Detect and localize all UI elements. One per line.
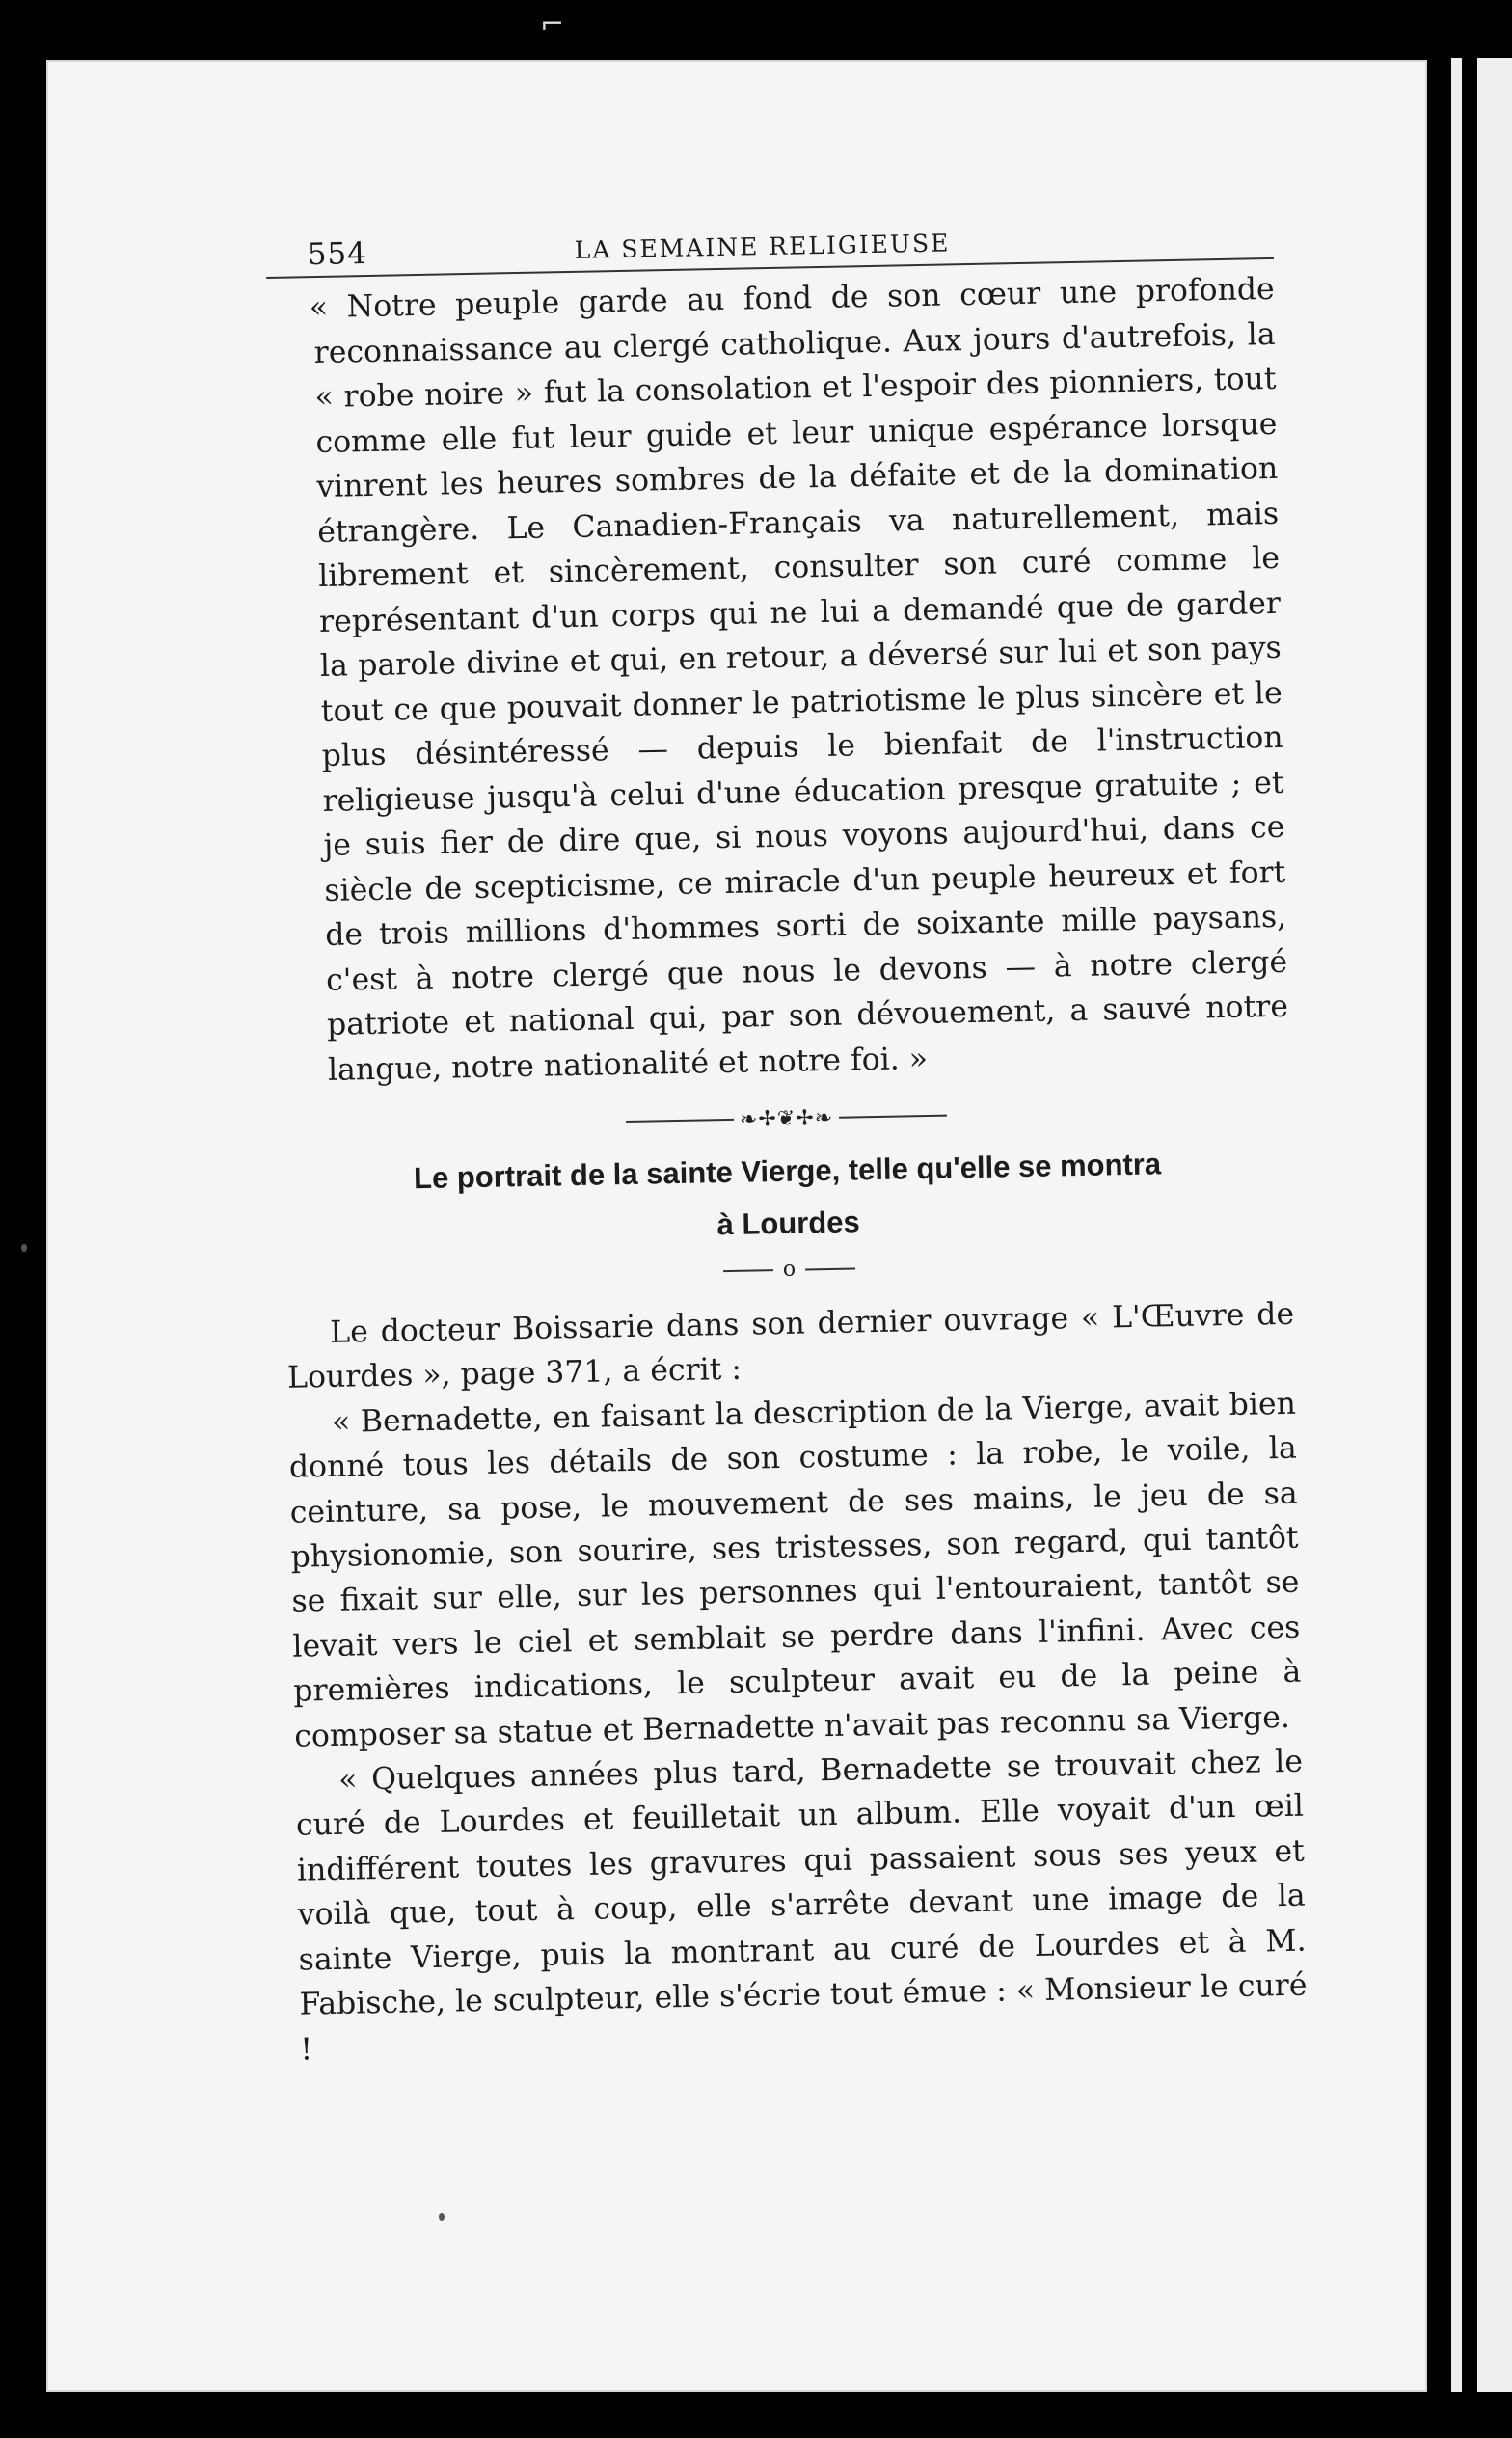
separator-rule-left — [723, 1269, 773, 1272]
page-number: 554 — [307, 235, 368, 273]
article-paragraph: Le docteur Boissarie dans son dernier ouvrage « L'Œuvre de Lourdes », page 371, a écrit : — [286, 1296, 1295, 1396]
scan-mark: ⌐ — [540, 8, 565, 41]
scan-speck — [439, 2213, 445, 2221]
article-title-line-1: Le portrait de la sainte Vierge, telle qu'elle se montra — [413, 1147, 1162, 1196]
article-paragraph: « Bernadette, en faisant la description de la Vierge, avait bien donné tous les détails de son costume : la robe, le voile, la ceinture, sa pose, le mouvement de ses mains, le jeu de sa physionomie, son sourire, ses tristesses, son regard, qui tantôt se fixait sur elle, sur les personnes qui l'entouraient, tantôt se levait vers le ciel et semblait se perdre dans l'infini. Avec ces premières indications, le sculpteur avait eu de la peine à composer sa statue et Bernadette n'avait pas reconnu sa Vierge. — [288, 1386, 1302, 1754]
page-gutter-shadow — [1462, 58, 1477, 2392]
article-paragraph: « Quelques années plus tard, Bernadette se trouvait chez le curé de Lourdes et feuilletait un album. Elle voyait d'un œil indifférent toutes les gravures qui passaient sous ses yeux et voilà que, tout à coup, elle s'arrête devant une image de la sainte Vierge, puis la montrant au curé de Lourdes et à M. Fabische, le sculpteur, elle s'écrie tout émue : « Monsieur le curé ! — [295, 1744, 1308, 2068]
running-title: LA SEMAINE RELIGIEUSE — [574, 229, 951, 264]
article-title — [284, 1136, 1293, 1260]
article-body — [286, 1292, 1309, 2072]
section-ornament — [283, 1099, 1290, 1138]
separator-rule-right — [805, 1267, 855, 1270]
separator-circle: o — [782, 1257, 796, 1282]
opening-quote-paragraph: « Notre peuple garde au fond de son cœur une profonde reconnaissance au clergé catholique. Aux jours d'autrefois, la « robe noire » fut la consolation et l'espoir des pionniers, tout comme elle fut leur guide et leur unique espérance lorsque vinrent les heures sombres de la défaite et de la domination étrangère. Le Canadien-Français va naturellement, mais librement et sincèrement, consulter son curé comme le représentant d'un corps qui ne lui a demandé que de garder la parole divine et qui, en retour, a déversé sur lui et son pays tout ce que pouvait donner le patriotisme le plus sincère et le plus désintéressé — depuis le bienfait de l'instruction religieuse jusqu'à celui d'une éducation presque gratuite ; et je suis fier de dire que, si nous voyons aujourd'hui, dans ce siècle de scepticisme, ce miracle d'un peuple heureux et fort de trois millions d'hommes sorti de soixante mille paysans, c'est à notre clergé que nous le devons — à notre clergé patriote et national qui, par son dévouement, a sauvé notre langue, notre nationalité et notre foi. » — [309, 271, 1289, 1088]
adjacent-page-edge — [1451, 58, 1512, 2392]
page-content — [265, 198, 1309, 2072]
ornament-rule-left — [626, 1119, 734, 1123]
scan-speck — [21, 1244, 27, 1252]
fleuron-icon: ❧✢❦✢❧ — [739, 1105, 834, 1132]
ornament-rule-right — [839, 1115, 947, 1119]
article-title-line-2: à Lourdes — [716, 1205, 861, 1242]
